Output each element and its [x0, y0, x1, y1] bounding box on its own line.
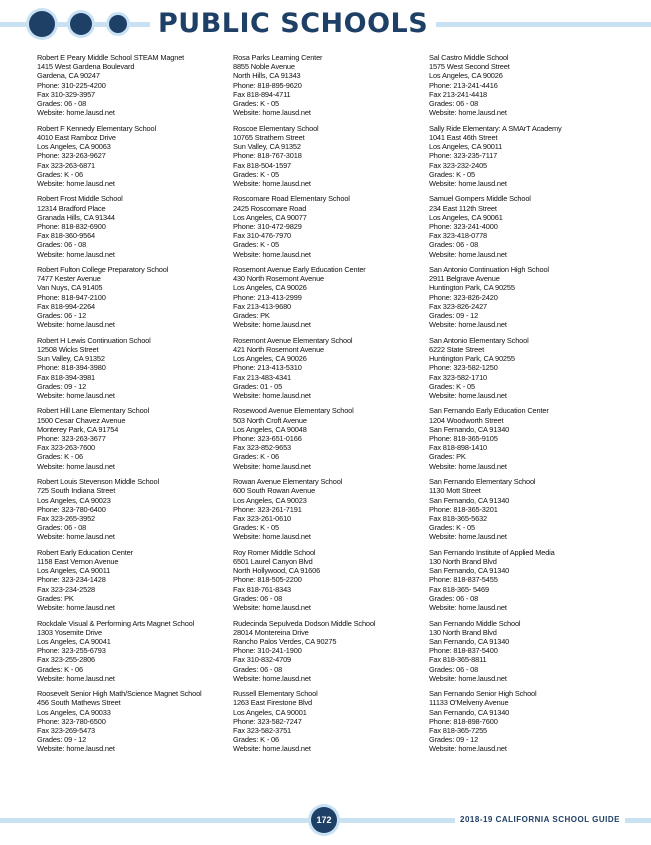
- school-website: Website: home.lausd.net: [37, 673, 115, 683]
- school-phone: Phone: 323-255-6793: [37, 646, 106, 656]
- school-city: North Hills, CA 91343: [233, 71, 301, 81]
- school-website: Website: home.lausd.net: [233, 249, 311, 259]
- school-entry: [233, 689, 423, 760]
- school-fax: Fax 323-261-0610: [233, 513, 291, 523]
- school-fax: Fax 818-504-1597: [233, 160, 291, 170]
- school-fax: Fax 818-365-8811: [429, 655, 487, 665]
- school-grades: Grades: 06 - 08: [429, 240, 479, 250]
- school-name: Robert Fulton College Preparatory School: [37, 265, 169, 275]
- school-grades: Grades: 06 - 08: [37, 523, 87, 533]
- school-entry: [429, 265, 619, 336]
- school-name: San Fernando Middle School: [429, 618, 521, 628]
- school-name: Robert F Kennedy Elementary School: [37, 123, 156, 133]
- school-phone: Phone: 818-394-3980: [37, 363, 106, 373]
- school-city: San Fernando, CA 91340: [429, 566, 510, 576]
- school-entry: [429, 336, 619, 407]
- school-phone: Phone: 310-225-4200: [37, 80, 106, 90]
- school-city: Rancho Palos Verdes, CA 90275: [233, 636, 337, 646]
- school-entry: [233, 406, 423, 477]
- school-entry: [429, 53, 619, 124]
- school-entry: [233, 53, 423, 124]
- school-fax: Fax 323-269-5473: [37, 726, 95, 735]
- school-phone: Phone: 818-365-3201: [429, 504, 498, 514]
- school-city: Los Angeles, CA 90011: [37, 566, 111, 576]
- school-address: 600 South Rowan Avenue: [233, 486, 316, 496]
- school-grades: Grades: K - 06: [233, 735, 279, 745]
- school-fax: Fax 818-394-3981: [37, 372, 95, 382]
- school-grades: Grades: 01 - 05: [233, 381, 283, 391]
- school-grades: Grades: K - 05: [233, 169, 279, 179]
- school-grades: Grades: K - 06: [37, 452, 83, 462]
- school-fax: Fax 213-413-9680: [233, 301, 291, 311]
- school-entry: [37, 477, 227, 548]
- school-website: Website: home.lausd.net: [37, 744, 115, 754]
- school-phone: Phone: 323-263-9627: [37, 151, 106, 161]
- school-grades: Grades: 09 - 12: [37, 381, 87, 391]
- school-entry: [429, 548, 619, 619]
- school-grades: Grades: 09 - 12: [429, 735, 479, 745]
- school-fax: Fax 213-241-4418: [429, 89, 487, 99]
- school-name: San Fernando Elementary School: [429, 477, 536, 487]
- school-grades: Grades: 06 - 08: [37, 99, 87, 109]
- school-address: 11133 O'Melveny Avenue: [429, 698, 509, 708]
- school-phone: Phone: 310-472-9829: [233, 221, 302, 231]
- school-address: 2911 Belgrave Avenue: [429, 274, 500, 284]
- school-address: 1500 Cesar Chavez Avenue: [37, 415, 126, 425]
- school-grades: Grades: K - 05: [429, 381, 475, 391]
- school-name: Rosemont Avenue Early Education Center: [233, 265, 366, 275]
- header-dot-medium: [70, 13, 92, 35]
- school-address: 2425 Roscomare Road: [233, 203, 307, 213]
- school-website: Website: home.lausd.net: [429, 461, 507, 471]
- school-entry: [233, 194, 423, 265]
- school-website: Website: home.lausd.net: [233, 603, 311, 613]
- school-address: 1130 Mott Street: [429, 486, 481, 496]
- school-entry: [429, 477, 619, 548]
- school-city: Granada Hills, CA 91344: [37, 212, 115, 222]
- school-city: Los Angeles, CA 90041: [37, 636, 111, 646]
- school-website: Website: home.lausd.net: [37, 461, 115, 471]
- school-address: 8855 Noble Avenue: [233, 62, 295, 72]
- school-phone: Phone: 323-780-6500: [37, 716, 106, 726]
- school-website: Website: home.lausd.net: [37, 390, 115, 400]
- school-website: Website: home.lausd.net: [429, 603, 507, 613]
- school-entry: [37, 336, 227, 407]
- school-fax: Fax 310-476-7970: [233, 231, 291, 241]
- school-name: Rosewood Avenue Elementary School: [233, 406, 354, 416]
- school-fax: Fax 213-483-4341: [233, 372, 291, 382]
- school-name: Rowan Avenue Elementary School: [233, 477, 343, 487]
- school-name: Rosa Parks Learning Center: [233, 53, 323, 62]
- school-city: Los Angeles, CA 90023: [233, 495, 307, 505]
- school-city: Van Nuys, CA 91405: [37, 283, 103, 293]
- school-grades: Grades: 09 - 12: [37, 735, 87, 745]
- school-entry: [37, 548, 227, 619]
- school-city: Los Angeles, CA 90011: [429, 142, 503, 152]
- school-name: Robert Early Education Center: [37, 547, 133, 557]
- school-grades: Grades: 06 - 08: [233, 593, 283, 603]
- school-fax: Fax 310-832-4709: [233, 655, 291, 665]
- school-phone: Phone: 323-582-7247: [233, 716, 302, 726]
- school-website: Website: home.lausd.net: [429, 178, 507, 188]
- school-name: Robert Louis Stevenson Middle School: [37, 477, 159, 487]
- school-phone: Phone: 323-241-4000: [429, 221, 498, 231]
- school-name: Rosemont Avenue Elementary School: [233, 335, 353, 345]
- school-city: North Hollywood, CA 91606: [233, 566, 321, 576]
- school-phone: Phone: 818-895-9620: [233, 80, 302, 90]
- school-phone: Phone: 818-837-5455: [429, 575, 498, 585]
- school-entry: [37, 124, 227, 195]
- school-address: 1158 East Vernon Avenue: [37, 557, 119, 567]
- school-phone: Phone: 323-261-7191: [233, 504, 302, 514]
- school-entry: [233, 548, 423, 619]
- school-address: 28014 Montereina Drive: [233, 627, 309, 637]
- school-name: Sally Ride Elementary: A SMArT Academy: [429, 123, 562, 133]
- school-address: 6222 State Street: [429, 344, 484, 354]
- school-phone: Phone: 323-234-1428: [37, 575, 106, 585]
- school-grades: Grades: 06 - 08: [233, 664, 283, 674]
- school-entry: [37, 53, 227, 124]
- school-name: Roscoe Elementary School: [233, 123, 319, 133]
- school-address: 130 North Brand Blvd: [429, 627, 497, 637]
- school-website: Website: home.lausd.net: [233, 108, 311, 118]
- school-address: 234 East 112th Street: [429, 203, 497, 213]
- school-address: 456 South Mathews Street: [37, 698, 121, 708]
- school-name: Robert Hill Lane Elementary School: [37, 406, 149, 416]
- school-grades: Grades: K - 05: [233, 523, 279, 533]
- school-phone: Phone: 818-832-6900: [37, 221, 106, 231]
- page-footer: [0, 806, 651, 836]
- school-fax: Fax 818-761-8343: [233, 584, 291, 594]
- school-grades: Grades: K - 05: [429, 523, 475, 533]
- school-city: Sun Valley, CA 91352: [37, 354, 105, 364]
- school-grades: Grades: 06 - 08: [429, 593, 479, 603]
- school-city: Gardena, CA 90247: [37, 71, 100, 81]
- school-address: 4010 East Ramboz Drive: [37, 132, 116, 142]
- school-column-2: [233, 53, 423, 760]
- school-phone: Phone: 213-241-4416: [429, 80, 498, 90]
- school-entry: [429, 406, 619, 477]
- school-name: San Fernando Senior High School: [429, 689, 537, 699]
- school-grades: Grades: PK: [429, 452, 466, 462]
- school-grades: Grades: PK: [37, 593, 74, 603]
- school-fax: Fax 818-994-2264: [37, 301, 95, 311]
- school-website: Website: home.lausd.net: [429, 532, 507, 542]
- school-fax: Fax 323-582-1710: [429, 372, 487, 382]
- school-fax: Fax 323-234-2528: [37, 584, 95, 594]
- school-address: 503 North Croft Avenue: [233, 415, 307, 425]
- school-name: Roy Romer Middle School: [233, 547, 316, 557]
- school-entry: [429, 619, 619, 690]
- school-phone: Phone: 310-241-1900: [233, 646, 302, 656]
- school-name: Robert H Lewis Continuation School: [37, 335, 151, 345]
- school-website: Website: home.lausd.net: [37, 178, 115, 188]
- school-address: 12314 Bradford Place: [37, 203, 106, 213]
- school-website: Website: home.lausd.net: [429, 673, 507, 683]
- school-address: 1575 West Second Street: [429, 62, 510, 72]
- school-entry: [37, 406, 227, 477]
- page-number: 172: [311, 807, 337, 833]
- school-phone: Phone: 818-767-3018: [233, 151, 302, 161]
- school-grades: Grades: K - 06: [37, 664, 83, 674]
- school-website: Website: home.lausd.net: [233, 320, 311, 330]
- school-city: Los Angeles, CA 90063: [37, 142, 111, 152]
- school-city: Monterey Park, CA 91754: [37, 424, 119, 434]
- school-city: Huntington Park, CA 90255: [429, 283, 515, 293]
- school-entry: [233, 477, 423, 548]
- school-website: Website: home.lausd.net: [429, 744, 507, 754]
- school-fax: Fax 323-263-6871: [37, 160, 95, 170]
- school-address: 430 North Rosemont Avenue: [233, 274, 325, 284]
- school-website: Website: home.lausd.net: [429, 390, 507, 400]
- school-phone: Phone: 818-947-2100: [37, 292, 106, 302]
- school-city: Los Angeles, CA 90048: [233, 424, 307, 434]
- header-dot-large: [29, 11, 55, 37]
- school-grades: Grades: K - 05: [233, 240, 279, 250]
- school-fax: Fax 818-365- 5469: [429, 584, 489, 594]
- school-fax: Fax 323-418-0778: [429, 231, 487, 241]
- school-fax: Fax 323-826-2427: [429, 301, 487, 311]
- school-address: 1204 Woodworth Street: [429, 415, 504, 425]
- school-grades: Grades: 06 - 08: [429, 99, 479, 109]
- school-website: Website: home.lausd.net: [37, 108, 115, 118]
- school-website: Website: home.lausd.net: [233, 390, 311, 400]
- school-address: 10765 Strathern Street: [233, 132, 305, 142]
- school-city: San Fernando, CA 91340: [429, 636, 510, 646]
- school-phone: Phone: 818-837-5400: [429, 646, 498, 656]
- school-phone: Phone: 323-651-0166: [233, 434, 302, 444]
- school-website: Website: home.lausd.net: [233, 673, 311, 683]
- school-name: Rockdale Visual & Performing Arts Magnet School: [37, 618, 195, 628]
- school-name: Roscomare Road Elementary School: [233, 194, 350, 204]
- school-fax: Fax 818-365-5632: [429, 513, 487, 523]
- school-name: San Fernando Institute of Applied Media: [429, 547, 555, 557]
- school-website: Website: home.lausd.net: [429, 108, 507, 118]
- school-grades: Grades: 06 - 08: [37, 240, 87, 250]
- school-fax: Fax 323-852-9653: [233, 443, 291, 453]
- school-phone: Phone: 323-780-6400: [37, 504, 106, 514]
- school-fax: Fax 818-365-7255: [429, 726, 487, 735]
- school-phone: Phone: 323-263-3677: [37, 434, 106, 444]
- school-address: 1415 West Gardena Boulevard: [37, 62, 135, 72]
- school-grades: Grades: K - 06: [37, 169, 83, 179]
- school-city: Los Angeles, CA 90061: [429, 212, 503, 222]
- school-entry: [429, 194, 619, 265]
- school-entry: [233, 124, 423, 195]
- school-website: Website: home.lausd.net: [233, 532, 311, 542]
- page-header: [0, 0, 651, 50]
- school-phone: Phone: 213-413-5310: [233, 363, 302, 373]
- school-name: Sal Castro Middle School: [429, 53, 509, 62]
- school-website: Website: home.lausd.net: [233, 744, 311, 754]
- school-grades: Grades: PK: [233, 311, 270, 321]
- school-name: Russell Elementary School: [233, 689, 318, 699]
- school-grades: Grades: 09 - 12: [429, 311, 479, 321]
- school-website: Website: home.lausd.net: [37, 603, 115, 613]
- school-fax: Fax 323-255-2806: [37, 655, 95, 665]
- school-city: Los Angeles, CA 90026: [233, 354, 307, 364]
- school-grades: Grades: K - 05: [429, 169, 475, 179]
- school-city: Los Angeles, CA 90026: [233, 283, 307, 293]
- school-phone: Phone: 323-582-1250: [429, 363, 498, 373]
- guide-label: 2018-19 CALIFORNIA SCHOOL GUIDE: [455, 813, 625, 827]
- school-phone: Phone: 213-413-2999: [233, 292, 302, 302]
- school-name: San Antonio Continuation High School: [429, 265, 549, 275]
- school-phone: Phone: 818-505-2200: [233, 575, 302, 585]
- school-entry: [37, 689, 227, 760]
- school-city: Los Angeles, CA 90023: [37, 495, 111, 505]
- school-fax: Fax 818-360-9564: [37, 231, 95, 241]
- school-website: Website: home.lausd.net: [233, 178, 311, 188]
- school-phone: Phone: 323-826-2420: [429, 292, 498, 302]
- school-website: Website: home.lausd.net: [429, 249, 507, 259]
- school-city: San Fernando, CA 91340: [429, 495, 510, 505]
- school-entry: [37, 194, 227, 265]
- school-entry: [233, 619, 423, 690]
- school-website: Website: home.lausd.net: [37, 249, 115, 259]
- school-grades: Grades: 06 - 12: [37, 311, 87, 321]
- school-city: San Fernando, CA 91340: [429, 424, 510, 434]
- school-column-1: [37, 53, 227, 760]
- school-city: Los Angeles, CA 90033: [37, 707, 111, 717]
- school-phone: Phone: 323-235-7117: [429, 151, 498, 161]
- school-entry: [37, 265, 227, 336]
- school-fax: Fax 323-265-3952: [37, 513, 95, 523]
- school-city: San Fernando, CA 91340: [429, 707, 510, 717]
- school-entry: [233, 265, 423, 336]
- school-fax: Fax 310-329-3957: [37, 89, 95, 99]
- school-address: 1041 East 46th Street: [429, 132, 498, 142]
- school-address: 7477 Kester Avenue: [37, 274, 101, 284]
- school-entry: [233, 336, 423, 407]
- school-grades: Grades: K - 05: [233, 99, 279, 109]
- school-name: Robert E Peary Middle School STEAM Magnet: [37, 53, 185, 62]
- school-city: Huntington Park, CA 90255: [429, 354, 515, 364]
- school-name: San Antonio Elementary School: [429, 335, 529, 345]
- school-fax: Fax 323-582-3751: [233, 726, 291, 735]
- school-fax: Fax 323-263-7600: [37, 443, 95, 453]
- school-fax: Fax 323-232-2405: [429, 160, 487, 170]
- school-entry: [429, 124, 619, 195]
- school-fax: Fax 818-894-4711: [233, 89, 291, 99]
- school-website: Website: home.lausd.net: [233, 461, 311, 471]
- school-name: Roosevelt Senior High Math/Science Magnet School: [37, 689, 202, 699]
- school-phone: Phone: 818-365-9105: [429, 434, 498, 444]
- school-website: Website: home.lausd.net: [37, 320, 115, 330]
- school-column-3: [429, 53, 619, 760]
- school-name: Robert Frost Middle School: [37, 194, 123, 204]
- school-website: Website: home.lausd.net: [429, 320, 507, 330]
- school-city: Los Angeles, CA 90001: [233, 707, 307, 717]
- school-name: Samuel Gompers Middle School: [429, 194, 531, 204]
- school-fax: Fax 818-898-1410: [429, 443, 487, 453]
- school-grades: Grades: 06 - 08: [429, 664, 479, 674]
- school-address: 12508 Wicks Street: [37, 344, 99, 354]
- school-name: San Fernando Early Education Center: [429, 406, 549, 416]
- school-address: 130 North Brand Blvd: [429, 557, 497, 567]
- school-website: Website: home.lausd.net: [37, 532, 115, 542]
- page-title: PUBLIC SCHOOLS: [150, 6, 436, 42]
- school-address: 1263 East Firestone Blvd: [233, 698, 312, 708]
- school-address: 6501 Laurel Canyon Blvd: [233, 557, 313, 567]
- school-entry: [429, 689, 619, 760]
- school-phone: Phone: 818-898-7600: [429, 716, 498, 726]
- school-address: 725 South Indiana Street: [37, 486, 116, 496]
- school-name: Rudecinda Sepulveda Dodson Middle School: [233, 618, 376, 628]
- school-city: Los Angeles, CA 90077: [233, 212, 307, 222]
- school-address: 1303 Yosemite Drive: [37, 627, 102, 637]
- school-city: Sun Valley, CA 91352: [233, 142, 301, 152]
- header-dot-small: [109, 15, 127, 33]
- school-grades: Grades: K - 06: [233, 452, 279, 462]
- school-address: 421 North Rosemont Avenue: [233, 344, 325, 354]
- school-city: Los Angeles, CA 90026: [429, 71, 503, 81]
- school-entry: [37, 619, 227, 690]
